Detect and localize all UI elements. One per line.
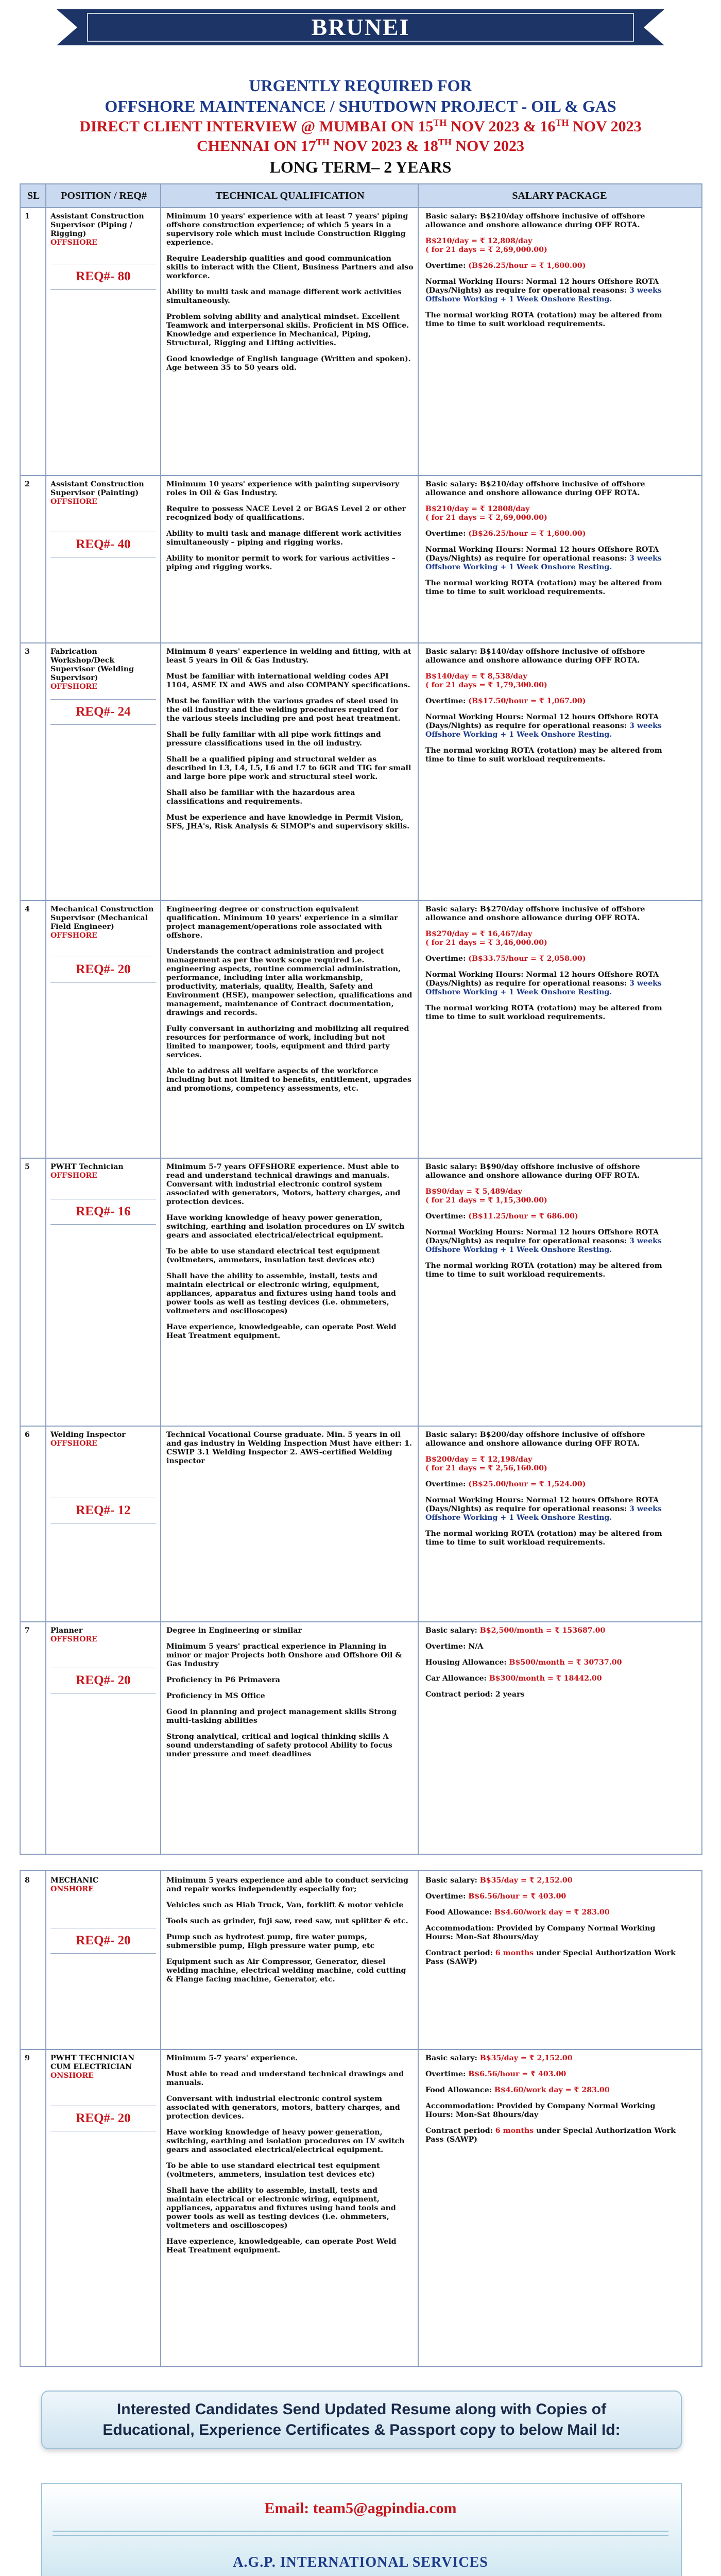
position-name: Welding Inspector [50, 1431, 126, 1439]
basic-salary [425, 1163, 683, 1180]
rota-note-part: The normal working ROTA (rotation) may be altered from time to time to suit workload requirements. [425, 311, 662, 328]
table-row [21, 1158, 701, 1427]
overtime-part: (B$26.25/hour = ₹ 1,600.00) [468, 530, 586, 538]
position-name: Planner [50, 1626, 83, 1635]
tech-item: Minimum 5-7 years OFFSHORE experience. Must able to read and understand technical drawings and manuals. Conversant with industrial electronic control system associated with generators, Motors, battery charges, and protection devices. [166, 1163, 401, 1206]
row-sl: 8 [25, 1876, 30, 1885]
tech-item: Shall be fully familiar with all pipe work fittings and pressure classifications used in the oil industry. [166, 731, 381, 748]
housing-allowance-part: Housing Allowance: [425, 1658, 509, 1667]
food-allowance [425, 1908, 683, 1917]
req-count: REQ#- 20 [50, 2106, 156, 2131]
tech-item: Require Leadership qualities and good communication skills to interact with the Client, Business Partners and also workforce. [166, 255, 414, 280]
basic-salary-part: B$35/day = ₹ 2,152.00 [479, 1876, 573, 1885]
location-badge: OFFSHORE [50, 1635, 98, 1643]
tech-item: Able to address all welfare aspects of the workforce including but not limited to benefits, entitlement, upgrades and promotions, competency assessments, etc. [166, 1067, 411, 1093]
basic-salary [425, 480, 683, 498]
basic-salary-part: B$35/day = ₹ 2,152.00 [479, 2054, 573, 2062]
table-row [21, 1621, 701, 1863]
tech-item: Shall be a qualified piping and structural welder as described in L3, L4, L5, L6 and L7 to 6GR and TIG for small and large bore pipe work and structural steel work. [166, 755, 411, 781]
basic-salary-part: Basic salary: [425, 2054, 480, 2062]
contract-period-part: 6 months [495, 1949, 534, 1957]
contract-period-part: Contract period: 2 years [425, 1690, 525, 1699]
basic-salary-part: Basic salary: B$140/day offshore inclusive of offshore allowance and onshore allowance during OFF ROTA. [425, 648, 645, 665]
position-name: PWHT TECHNICIAN CUM ELECTRICIAN [50, 2054, 135, 2071]
rate [425, 672, 683, 690]
accommodation-part: Accommodation: Provided by Company Normal Working Hours: Mon-Sat 8hours/day [425, 1924, 656, 1941]
basic-salary [425, 1876, 683, 1885]
rota-note-part: The normal working ROTA (rotation) may be altered from time to time to suit workload requirements. [425, 1004, 662, 1021]
rota-note [425, 747, 683, 764]
tech-item: Vehicles such as Hiab Truck, Van, forklift & motor vehicle [166, 1901, 404, 1909]
overtime-part: (B$26.25/hour = ₹ 1,600.00) [468, 262, 586, 270]
header-position: POSITION / REQ# [61, 190, 147, 201]
basic-salary-part: B$2,500/month = ₹ 153687.00 [479, 1626, 606, 1635]
rate-daily: B$210/day = ₹ 12808/day [425, 505, 530, 513]
overtime-part: (B$17.50/hour = ₹ 1,067.00) [468, 697, 586, 705]
working-hours-part: 3 weeks Offshore Working + 1 Week Onshore Resting. [425, 722, 662, 739]
working-hours-part: Normal Working Hours: Normal 12 hours Offshore ROTA (Days/Nights) as require for operational reasons: [425, 713, 659, 730]
tech-item: Ability to multi task and manage different work activities simultaneously – piping and rigging works. [166, 530, 402, 547]
rate-daily: B$140/day = ₹ 8,538/day [425, 672, 527, 681]
row-sl: 9 [25, 2054, 30, 2062]
salary-package [425, 905, 683, 1029]
req-count: REQ#- 16 [50, 1199, 156, 1225]
salary-package [425, 648, 683, 771]
position-title [50, 480, 156, 506]
tech-item: Equipment such as Air Compressor, Generator, diesel welding machine, electrical welding machine, cold cutting & Flange facing machine, Generator, etc. [166, 1958, 406, 1984]
table-row [21, 642, 701, 901]
apply-instructions [41, 2391, 682, 2449]
overtime [425, 1892, 683, 1901]
technical-qualification [166, 905, 414, 1100]
overtime-part: B$6.56/hour = ₹ 403.00 [468, 1892, 566, 1901]
overtime-part: Overtime: [425, 1892, 469, 1901]
contract-period [425, 1690, 683, 1699]
overtime-part: Overtime: [425, 1480, 469, 1488]
housing-allowance [425, 1658, 683, 1667]
working-hours-part: 3 weeks Offshore Working + 1 Week Onshore Resting. [425, 1505, 662, 1522]
technical-qualification [166, 2054, 414, 2262]
row-sl: 6 [25, 1431, 30, 1439]
position-name: MECHANIC [50, 1876, 99, 1885]
req-count: REQ#- 40 [50, 532, 156, 557]
car-allowance-part: Car Allowance: [425, 1674, 489, 1683]
rate [425, 237, 683, 255]
table-row [21, 900, 701, 1159]
contract-period-part: under Special Authorization Work Pass (SAWP) [425, 1949, 676, 1966]
working-hours-part: Normal Working Hours: Normal 12 hours Offshore ROTA (Days/Nights) as require for operational reasons: [425, 278, 659, 295]
req-count: REQ#- 20 [50, 1928, 156, 1954]
row-sl: 3 [25, 648, 30, 656]
working-hours [425, 713, 683, 739]
rate-daily: B$90/day = ₹ 5,489/day [425, 1188, 522, 1196]
table-row [21, 475, 701, 643]
overtime-part: (B$25.00/hour = ₹ 1,524.00) [468, 1480, 586, 1488]
rota-note-part: The normal working ROTA (rotation) may be altered from time to time to suit workload requirements. [425, 579, 662, 596]
contract-period-part: 6 months [495, 2127, 534, 2135]
tech-item: Technical Vocational Course graduate. Min. 5 years in oil and gas industry in Welding Inspection Must have either: 1. CSWIP 3.1 Welding Inspector 2. AWS-certified Welding inspector [166, 1431, 413, 1465]
position-name: Assistant Construction Supervisor (Piping / Rigging) [50, 212, 144, 238]
heading-chennai-interview: CHENNAI ON 17TH NOV 2023 & 18TH NOV 2023 [197, 137, 524, 155]
rate-daily: B$270/day = ₹ 16,467/day [425, 930, 533, 938]
tech-item: Understands the contract administration and project management as per the work scope required i.e. engineering aspects, routine commercial administration, performance, including inter alia workmanship, productivity, materials, quality, Health, Safety and Environment (HSE), manpower selection, qualifications and management, maintenance of Contract documentation, drawings and records. [166, 947, 413, 1017]
tech-item: Require to possess NACE Level 2 or BGAS Level 2 or other recognized body of qualifications. [166, 505, 406, 522]
banner-title: BRUNEI [311, 14, 410, 40]
basic-salary [425, 648, 683, 665]
working-hours-part: Normal Working Hours: Normal 12 hours Offshore ROTA (Days/Nights) as require for operational reasons: [425, 971, 659, 988]
company-name: A.G.P. INTERNATIONAL SERVICES [233, 2554, 488, 2570]
technical-qualification [166, 1876, 414, 1991]
food-allowance-part: B$4.60/work day = ₹ 283.00 [494, 2086, 610, 2094]
overtime [425, 262, 683, 270]
row-sl: 5 [25, 1163, 30, 1171]
table-row [21, 207, 701, 476]
tech-item: Shall have the ability to assemble, install, tests and maintain electrical or electronic wiring, equipment, appliances, apparatus and fixtures using hand tools and power tools as well as testing devices (i.e. ohmmeters, voltmeters and oscilloscopes) [166, 2187, 396, 2230]
overtime-part: Overtime: [425, 2070, 469, 2078]
table-header [21, 184, 701, 208]
header-tech: TECHNICAL QUALIFICATION [215, 190, 365, 201]
overtime-part: Overtime: [425, 697, 469, 705]
rota-note [425, 311, 683, 329]
tech-item: Shall have the ability to assemble, install, tests and maintain electrical or electronic wiring, equipment, appliances, apparatus and fixtures using hand tools and power tools as well as testing devices (i.e. ohmmeters, voltmeters and oscilloscopes) [166, 1272, 396, 1315]
overtime [425, 530, 683, 538]
overtime [425, 697, 683, 706]
location-badge: ONSHORE [50, 2072, 94, 2080]
heading-mumbai-interview: DIRECT CLIENT INTERVIEW @ MUMBAI ON 15TH NOV 2023 & 16TH NOV 2023 [79, 117, 642, 135]
rota-note [425, 579, 683, 597]
location-badge: ONSHORE [50, 1885, 94, 1893]
rota-note [425, 1530, 683, 1547]
tech-item: Good in planning and project management skills Strong multi-tasking abilities [166, 1708, 397, 1725]
food-allowance-part: Food Allowance: [425, 2086, 494, 2094]
tech-item: Shall also be familiar with the hazardous area classifications and requirements. [166, 789, 355, 806]
salary-package [425, 1876, 683, 1974]
tech-item: Must be familiar with the various grades of steel used in the oil industry and the welding procedures required for the various steels including pre and post heat treatment. [166, 697, 401, 723]
contract-period [425, 2127, 683, 2144]
location-badge: OFFSHORE [50, 498, 98, 506]
overtime [425, 955, 683, 963]
tech-item: Good knowledge of English language (Written and spoken). Age between 35 to 50 years old. [166, 355, 411, 372]
tech-item: Tools such as grinder, fuji saw, reed saw, nut splitter & etc. [166, 1917, 408, 1925]
req-count: REQ#- 12 [50, 1498, 156, 1523]
tech-item: Have experience, knowledgeable, can operate Post Weld Heat Treatment equipment. [166, 2238, 397, 2255]
tech-item: Engineering degree or construction equivalent qualification. Minimum 10 years' experience in a similar project management/operations role associated with offshore. [166, 905, 398, 940]
tech-item: Degree in Engineering or similar [166, 1626, 302, 1635]
tech-item: To be able to use standard electrical test equipment (voltmeters, ammeters, insulation test devices etc) [166, 1247, 380, 1264]
apply-line-1: Interested Candidates Send Updated Resume along with Copies of [116, 2401, 607, 2418]
rota-note-part: The normal working ROTA (rotation) may be altered from time to time to suit workload requirements. [425, 747, 662, 764]
tech-item: Have working knowledge of heavy power generation, switching, earthing and isolation procedures on LV switch gears and associated electrical/electrical equipment. [166, 1214, 405, 1240]
basic-salary [425, 212, 683, 230]
tech-item: Must be experience and have knowledge in Permit Vision, SFS, JHA's, Risk Analysis & SIMOP's and supervisory skills. [166, 814, 410, 831]
row-sl: 4 [25, 905, 30, 913]
overtime-part: Overtime: [425, 262, 469, 270]
working-hours [425, 971, 683, 997]
position-title [50, 2054, 156, 2080]
row-sl: 7 [25, 1626, 30, 1635]
position-name: Assistant Construction Supervisor (Painting) [50, 480, 144, 497]
rate [425, 505, 683, 522]
tech-item: Conversant with industrial electronic control system associated with generators, motors, battery charges, and protection devices. [166, 2095, 400, 2121]
position-title [50, 1163, 156, 1180]
position-title [50, 1876, 156, 1894]
tech-item: Proficiency in MS Office [166, 1692, 265, 1700]
location-badge: OFFSHORE [50, 239, 98, 247]
working-hours-part: 3 weeks Offshore Working + 1 Week Onshore Resting. [425, 1237, 662, 1254]
heading-project: OFFSHORE MAINTENANCE / SHUTDOWN PROJECT - OIL & GAS [105, 97, 616, 115]
req-count: REQ#- 80 [50, 264, 156, 290]
rate-21-days: ( for 21 days = ₹ 2,56,160.00) [425, 1464, 547, 1472]
tech-item: Have working knowledge of heavy power generation, switching, earthing and isolation procedures on LV switch gears and associated electrical/electrical equipment. [166, 2128, 405, 2154]
tech-item: Minimum 10 years' experience with painting supervisory roles in Oil & Gas Industry. [166, 480, 400, 497]
technical-qualification [166, 1626, 414, 1766]
location-badge: OFFSHORE [50, 931, 98, 940]
rate-21-days: ( for 21 days = ₹ 3,46,000.00) [425, 939, 547, 947]
basic-salary-part: Basic salary: B$90/day offshore inclusive of offshore allowance and onshore allowance during OFF ROTA. [425, 1163, 640, 1180]
contract-period [425, 1949, 683, 1967]
rate [425, 1455, 683, 1473]
salary-package [425, 1163, 683, 1286]
salary-package [425, 2054, 683, 2151]
rate [425, 1188, 683, 1205]
technical-qualification [166, 1163, 414, 1348]
food-allowance-part: B$4.60/work day = ₹ 283.00 [494, 1908, 610, 1917]
basic-salary-part: Basic salary: [425, 1626, 480, 1635]
heading-term: LONG TERM– 2 YEARS [269, 158, 452, 176]
tech-item: Fully conversant in authorizing and mobilizing all required resources for performance of work, including but not limited to manpower, tools, equipment and third party services. [166, 1025, 409, 1059]
country-banner [57, 9, 664, 45]
food-allowance [425, 2086, 683, 2095]
apply-line-2: Educational, Experience Certificates & Passport copy to below Mail Id: [102, 2421, 621, 2438]
overtime [425, 2070, 683, 2079]
table-row [21, 1426, 701, 1622]
basic-salary-part: Basic salary: B$210/day offshore inclusive of offshore allowance and onshore allowance during OFF ROTA. [425, 212, 645, 229]
accommodation [425, 2102, 683, 2120]
salary-package [425, 212, 683, 336]
basic-salary [425, 905, 683, 923]
req-count: REQ#- 20 [50, 1668, 156, 1693]
tech-item: Minimum 5-7 years' experience. [166, 2054, 298, 2062]
rota-note [425, 1004, 683, 1022]
tech-item: Pump such as hydrotest pump, fire water pumps, submersible pump, High pressure water pump, etc [166, 1933, 375, 1950]
overtime-part: Overtime: [425, 530, 469, 538]
tech-item: Minimum 10 years' experience with at least 7 years' piping offshore construction experience; of which 5 years in a supervisory role which must include Construction Rigging experience. [166, 212, 408, 247]
rate-daily: B$210/day = ₹ 12,808/day [425, 237, 533, 245]
salary-package [425, 1431, 683, 1554]
tech-item: Strong analytical, critical and logical thinking skills A sound understanding of safety protocol Ability to focus under pressure and meet deadlines [166, 1733, 392, 1758]
basic-salary-part: Basic salary: [425, 1876, 480, 1885]
row-sl: 1 [25, 212, 30, 221]
technical-qualification [166, 480, 414, 579]
working-hours [425, 1496, 683, 1522]
header-salary: SALARY PACKAGE [512, 190, 607, 201]
working-hours [425, 1228, 683, 1255]
accommodation-part: Accommodation: Provided by Company Normal Working Hours: Mon-Sat 8hours/day [425, 2102, 656, 2119]
position-name: Mechanical Construction Supervisor (Mechanical Field Engineer) [50, 905, 154, 931]
car-allowance [425, 1674, 683, 1683]
overtime [425, 1212, 683, 1221]
jobs-table-onshore [20, 1870, 702, 2367]
working-hours-part: 3 weeks Offshore Working + 1 Week Onshore Resting. [425, 979, 662, 996]
housing-allowance-part: B$500/month = ₹ 30737.00 [509, 1658, 622, 1667]
basic-salary-part: Basic salary: B$270/day offshore inclusive of offshore allowance and onshore allowance during OFF ROTA. [425, 905, 645, 922]
salary-package [425, 1626, 683, 1706]
basic-salary [425, 2054, 683, 2063]
location-badge: OFFSHORE [50, 1439, 98, 1448]
rota-note-part: The normal working ROTA (rotation) may be altered from time to time to suit workload requirements. [425, 1530, 662, 1547]
table-row [21, 2049, 701, 2366]
tech-item: Minimum 5 years experience and able to conduct servicing and repair works independently especially for; [166, 1876, 408, 1893]
position-title [50, 905, 156, 940]
tech-item: Have experience, knowledgeable, can operate Post Weld Heat Treatment equipment. [166, 1323, 397, 1340]
location-badge: OFFSHORE [50, 683, 98, 691]
basic-salary-part: Basic salary: B$200/day offshore inclusive of offshore allowance and onshore allowance during OFF ROTA. [425, 1431, 645, 1448]
heading-urgent: URGENTLY REQUIRED FOR [249, 76, 472, 95]
tech-item: Problem solving ability and analytical mindset. Excellent Teamwork and interpersonal skills. Proficient in MS Office. Knowledge and experience in Mechanical, Piping, Structural, Rigging and Lifting activities. [166, 313, 409, 347]
tech-item: Must able to read and understand technical drawings and manuals. [166, 2070, 404, 2087]
overtime-part: (B$33.75/hour = ₹ 2,058.00) [468, 955, 586, 963]
tech-item: Ability to multi task and manage different work activities simultaneously. [166, 288, 402, 305]
req-count: REQ#- 20 [50, 957, 156, 982]
overtime-part: (B$11.25/hour = ₹ 686.00) [468, 1212, 578, 1221]
tech-item: Must be familiar with international welding codes API 1104, ASME IX and AWS and also COMPANY specifications. [166, 672, 410, 689]
contact-email[interactable]: Email: team5@agpindia.com [264, 2500, 457, 2517]
rate [425, 930, 683, 947]
basic-salary [425, 1431, 683, 1448]
position-title [50, 212, 156, 247]
working-hours-part: Normal Working Hours: Normal 12 hours Offshore ROTA (Days/Nights) as require for operational reasons: [425, 1496, 659, 1513]
rate-21-days: ( for 21 days = ₹ 2,69,000.00) [425, 246, 547, 254]
tech-item: Ability to monitor permit to work for various activities – piping and rigging works. [166, 554, 396, 571]
food-allowance-part: Food Allowance: [425, 1908, 494, 1917]
jobs-table-offshore [20, 183, 702, 1855]
car-allowance-part: B$300/month = ₹ 18442.00 [489, 1674, 602, 1683]
rate-21-days: ( for 21 days = ₹ 2,69,000.00) [425, 514, 547, 522]
overtime [425, 1642, 683, 1651]
position-title [50, 1626, 156, 1644]
rate-daily: B$200/day = ₹ 12,198/day [425, 1455, 533, 1464]
basic-salary [425, 1626, 683, 1635]
overtime-part: B$6.56/hour = ₹ 403.00 [468, 2070, 566, 2078]
overtime-part: Overtime: [425, 955, 469, 963]
contract-period-part: Contract period: [425, 1949, 495, 1957]
table-row [21, 1871, 701, 2050]
row-sl: 2 [25, 480, 30, 488]
technical-qualification [166, 1431, 414, 1473]
tech-item: Proficiency in P6 Primavera [166, 1676, 280, 1684]
position-name: PWHT Technician [50, 1163, 124, 1171]
working-hours [425, 278, 683, 304]
basic-salary-part: Basic salary: B$210/day offshore inclusive of offshore allowance and onshore allowance during OFF ROTA. [425, 480, 645, 497]
contract-period-part: Contract period: [425, 2127, 495, 2135]
position-title [50, 1431, 156, 1448]
location-badge: OFFSHORE [50, 1172, 98, 1180]
technical-qualification [166, 212, 414, 380]
working-hours-part: 3 weeks Offshore Working + 1 Week Onshore Resting. [425, 286, 662, 303]
working-hours [425, 546, 683, 572]
tech-item: Minimum 5 years' practical experience in Planning in minor or major Projects both Onshore and Offshore Oil & Gas Industry [166, 1642, 402, 1668]
working-hours-part: Normal Working Hours: Normal 12 hours Offshore ROTA (Days/Nights) as require for operational reasons: [425, 546, 659, 563]
rate-21-days: ( for 21 days = ₹ 1,79,300.00) [425, 681, 547, 689]
overtime-part: Overtime: [425, 1212, 469, 1221]
position-name: Fabrication Workshop/Deck Supervisor (Welding Supervisor) [50, 648, 134, 682]
salary-package [425, 480, 683, 604]
overtime [425, 1480, 683, 1489]
rota-note-part: The normal working ROTA (rotation) may be altered from time to time to suit workload requirements. [425, 1262, 662, 1279]
tech-item: To be able to use standard electrical test equipment (voltmeters, ammeters, insulation test devices etc) [166, 2162, 380, 2179]
rota-note [425, 1262, 683, 1279]
working-hours-part: Normal Working Hours: Normal 12 hours Offshore ROTA (Days/Nights) as require for operational reasons: [425, 1228, 659, 1245]
header-sl: SL [27, 190, 40, 201]
technical-qualification [166, 648, 414, 838]
rate-21-days: ( for 21 days = ₹ 1,15,300.00) [425, 1196, 547, 1205]
working-hours-part: 3 weeks Offshore Working + 1 Week Onshore Resting. [425, 554, 662, 571]
position-title [50, 648, 156, 691]
tech-item: Minimum 8 years' experience in welding and fitting, with at least 5 years in Oil & Gas Industry. [166, 648, 411, 665]
accommodation [425, 1924, 683, 1942]
contract-period-part: under Special Authorization Work Pass (SAWP) [425, 2127, 676, 2144]
req-count: REQ#- 24 [50, 699, 156, 725]
overtime-part: Overtime: N/A [425, 1642, 484, 1651]
